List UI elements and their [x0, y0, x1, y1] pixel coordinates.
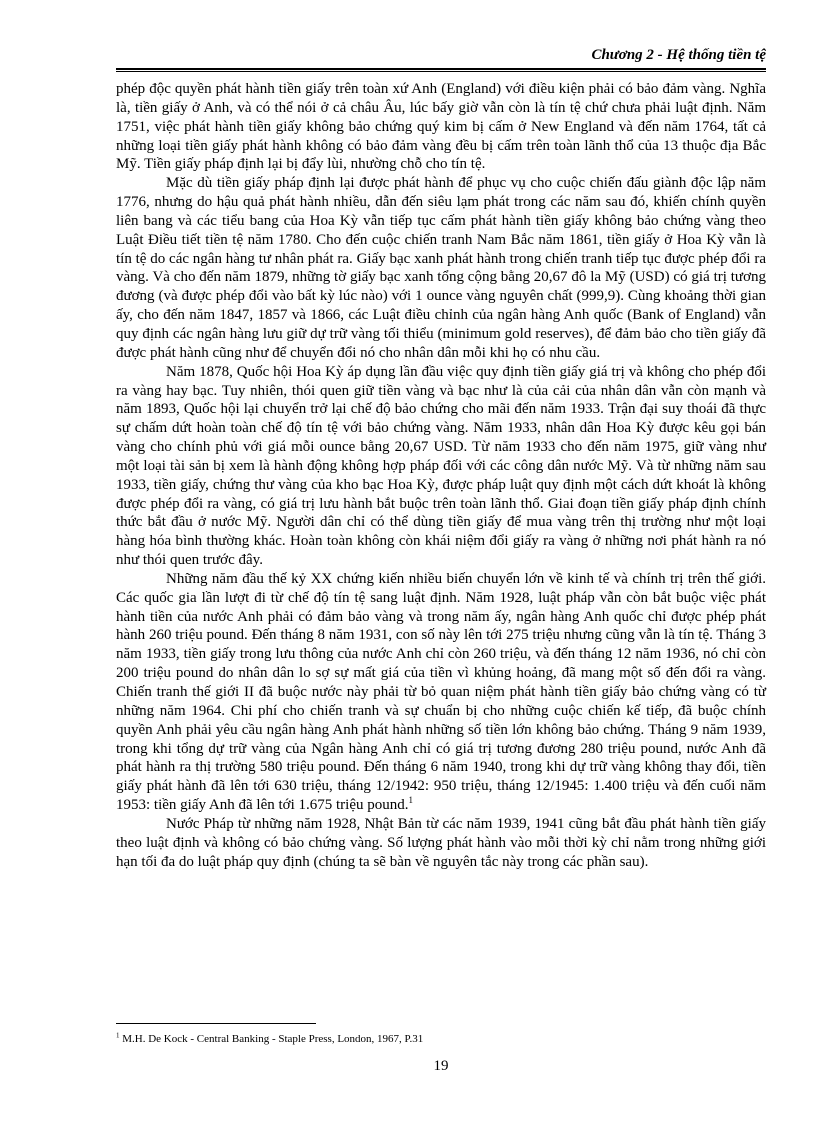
main-text — [116, 80, 766, 871]
paragraph-text: Những năm đầu thế kỷ XX chứng kiến nhiều biến chuyển lớn về kinh tế và chính trị trên thế giới. Các quốc gia lần lượt đi từ chế độ tín tệ sang luật định. Năm 1928, luật pháp vẫn còn bắt buộc việc phát hành tiền của nước Anh phải có đảm bảo vàng và trong năm ấy, ngân hàng Anh quốc chỉ được phép phát hành 260 triệu pound. Đến tháng 8 năm 1931, con số này lên tới 275 triệu nhưng cũng vẫn là tín tệ. Tháng 3 năm 1933, tiền giấy trong lưu thông của nước Anh chỉ còn 260 triệu, và đến tháng 12 năm 1936, nó chỉ còn 200 triệu pound do nhân dân lo sợ sự mất giá của tiền vì khủng hoảng, đã mang một số đến đổi ra vàng. Chiến tranh thế giới II đã buộc nước này phải từ bỏ quan niệm phát hành tiền giấy bảo chứng vàng có từ những năm 1964. Chi phí cho chiến tranh và sự chuẩn bị cho những cuộc chiến kế tiếp, đã buộc chính quyền Anh phải yêu cầu ngân hàng Anh phát hành những số tiền lớn không bảo chứng. Tháng 9 năm 1939, trong khi tổng dự trữ vàng của Ngân hàng Anh chỉ có giá trị tương đương 280 triệu pound, nước Anh đã phát hành ra thị trường 580 triệu pound. Đến tháng 6 năm 1940, trong khi dự trữ vàng không thay đổi, tiền giấy phát hành đã lên tới 630 triệu, tháng 12/1942: 950 triệu, tháng 12/1945: 1.400 triệu và đến cuối năm 1953: tiền giấy Anh đã lên tới 1.675 triệu pound. — [116, 570, 766, 814]
footnote-separator — [116, 1023, 316, 1024]
footnote — [116, 1032, 766, 1046]
header-rule — [116, 68, 766, 70]
paragraph — [116, 570, 766, 815]
footnote-reference: 1 — [408, 795, 413, 806]
paragraph: Năm 1878, Quốc hội Hoa Kỳ áp dụng lần đầu việc quy định tiền giấy giá trị và không cho phép đổi ra vàng hay bạc. Tuy nhiên, thói quen giữ tiền vàng và bạc như là của cải của nhân dân vẫn còn mạnh và năm 1893, Quốc hội lại chuyển trở lại chế độ bảo chứng cho mãi đến năm 1933. Trận đại suy thoái đã thực sự chấm dứt hoàn toàn chế độ tín tệ với bảo chứng vàng. Năm 1933, nhân dân Hoa Kỳ được kêu gọi bán vàng cho chính phủ với giá mỗi ounce bằng 20,67 USD. Từ năm 1933 cho đến năm 1975, giữ vàng như một loại tài sản bị xem là hành động không hợp pháp đối với các công dân nước Mỹ. Và từ những năm sau 1933, tiền giấy, chứng thư vàng của kho bạc Hoa Kỳ, được pháp luật quy định một cách dứt khoát là không được phép đổi ra vàng, có giá trị lưu hành bắt buộc trên toàn lãnh thổ. Giai đoạn tiền giấy pháp định chính thức bắt đầu ở nước Mỹ. Người dân chỉ có thể dùng tiền giấy để mua vàng trên thị trường như một loại hàng hóa bình thường khác. Hoàn toàn không còn khái niệm đổi giấy ra vàng ở những nơi phát hành ra nó như thói quen trước đây. — [116, 363, 766, 569]
paragraph: Mặc dù tiền giấy pháp định lại được phát hành để phục vụ cho cuộc chiến đấu giành độc lập năm 1776, nhưng do hậu quả phát hành nhiều, dẫn đến siêu lạm phát trong các năm sau đó, khiến chính quyền liên bang và các tiểu bang của Hoa Kỳ vẫn tiếp tục cấm phát hành tiền giấy không bảo chứng vàng theo Luật Điều tiết tiền tệ năm 1780. Cho đến cuộc chiến tranh Nam Bắc năm 1861, tiền giấy ở Hoa Kỳ vẫn là tín tệ do các ngân hàng tư nhân phát ra. Giấy bạc xanh phát hành trong chiến tranh tiếp tục được phép đổi ra vàng. Và cho đến năm 1879, những tờ giấy bạc xanh tổng cộng bằng 20,67 đô la Mỹ (USD) có giá trị tương đương (và được phép đổi vào bất kỳ lúc nào) với 1 ounce vàng nguyên chất (999,9). Cùng khoảng thời gian ấy, cho đến năm 1847, 1857 và 1866, các Luật điều chỉnh của ngân hàng Anh quốc (Bank of England) vẫn quy định các ngân hàng lưu giữ dự trữ vàng tối thiểu (minimum gold reserves), để đảm bảo cho tiền giấy đã được phát hành cũng như để chuyển đổi nó cho nhân dân mỗi khi họ có nhu cầu. — [116, 175, 766, 361]
footnote-marker: 1 — [116, 1031, 120, 1040]
footnote-text: M.H. De Kock - Central Banking - Staple Press, London, 1967, P.31 — [122, 1033, 424, 1045]
page-number: 19 — [433, 1058, 449, 1074]
chapter-header: Chương 2 - Hệ thống tiền tệ — [591, 47, 766, 63]
paragraph: phép độc quyền phát hành tiền giấy trên toàn xứ Anh (England) với điều kiện phải có bảo đảm vàng. Nghĩa là, tiền giấy ở Anh, và có thể nói ở cả châu Âu, lúc bấy giờ vẫn còn là tín tệ chứ chưa phải luật định. Năm 1751, việc phát hành tiền giấy không bảo chứng quý kim bị cấm ở New England và đến năm 1764, tất cả những loại tiền giấy phát hành không có bảo đảm vàng đều bị cấm trên toàn lãnh thổ của 13 thuộc địa Bắc Mỹ. Tiền giấy pháp định lại bị đẩy lùi, nhường chỗ cho tín tệ. — [116, 81, 766, 173]
paragraph: Nước Pháp từ những năm 1928, Nhật Bản từ các năm 1939, 1941 cũng bắt đầu phát hành tiền giấy theo luật định và không có bảo chứng vàng. Số lượng phát hành vào mỗi thời kỳ chỉ nằm trong những giới hạn tối đa do luật pháp quy định (chúng ta sẽ bàn về nguyên tắc này trong các phần sau). — [116, 815, 766, 870]
header-rule-thin — [116, 71, 766, 72]
